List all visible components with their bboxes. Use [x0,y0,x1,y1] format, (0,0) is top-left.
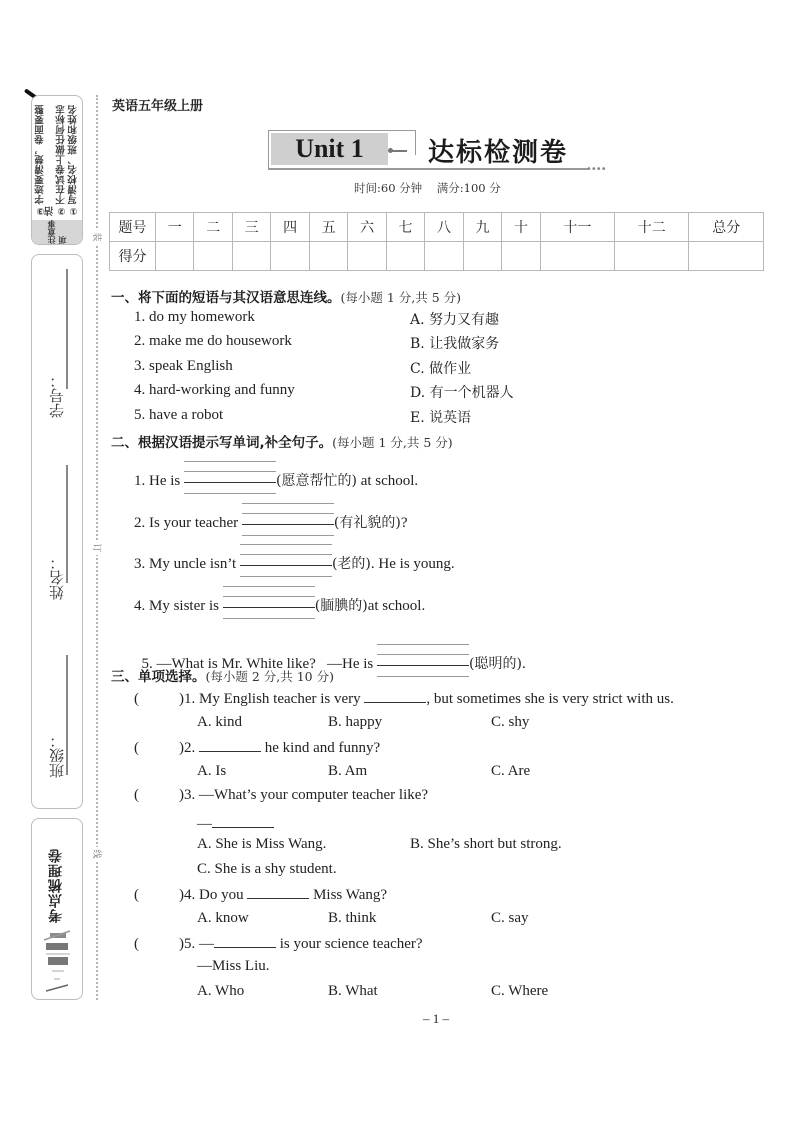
matching-right-item[interactable]: C. 做作业 [410,361,472,377]
bar-chart-logo-icon [42,927,74,993]
question-text: , but sometimes she is very strict with us. [426,691,674,707]
answer-paren-open[interactable]: ( [134,887,139,903]
score-cell[interactable] [386,242,424,271]
question-text: Do you [199,887,248,903]
section-3-heading [111,665,334,685]
answer-paren-close: ) [179,740,184,756]
question-number: 3. [184,787,199,803]
score-cell[interactable] [425,242,463,271]
answer-paren-close: ) [179,936,184,952]
option-b[interactable]: B. She’s short but strong. [410,836,562,852]
question-text: . [521,656,526,672]
notes-title-text: 注意事项 [47,220,67,244]
arrow-dot-decoration [388,148,393,153]
table-header-cell: 七 [386,213,424,242]
score-cell[interactable] [232,242,270,271]
table-row-label: 得分 [110,242,156,271]
dialogue-reply: —Miss Liu. [197,958,270,974]
question-text: 4. My sister is [134,598,223,614]
matching-left-item[interactable]: 1. do my homework [134,309,255,325]
matching-left-item[interactable]: 4. hard-working and funny [134,382,295,398]
exam-title: 达标检测卷 [428,138,569,168]
chinese-hint: (有礼貌的) [333,515,401,531]
student-id-line[interactable] [66,269,68,389]
option-c[interactable]: C. say [491,910,529,926]
time-score-info: 时间:60 分钟 满分:100 分 [354,181,501,195]
fill-in-question [134,470,418,490]
student-id-label: 学号： [48,373,66,418]
class-label: 班级： [48,733,66,778]
table-row-question-numbers [110,213,764,242]
table-header-cell: 总分 [689,213,764,242]
question-text: . He is young. [370,556,455,572]
option-c[interactable]: C. She is a shy student. [197,861,337,877]
table-row-scores [110,242,764,271]
answer-line [197,810,274,833]
question-text: —What’s your computer teacher like? [199,787,429,803]
question-text: ? [400,515,408,531]
score-cell[interactable] [194,242,232,271]
fill-in-question [134,512,407,532]
option-a[interactable]: A. Is [197,763,227,779]
question-text: he kind and funny? [261,740,381,756]
cut-mark-xian: 线 [89,847,103,861]
table-header-cell: 一 [156,213,194,242]
answer-paren-close: ) [179,691,184,707]
book-title: 英语五年级上册 [112,99,204,114]
option-c[interactable]: C. Where [491,983,549,999]
section-2-heading [111,431,453,451]
section-2-points: (每小题 1 分,共 5 分) [332,435,453,450]
brand-label: 考点梳理卷 [48,848,64,923]
matching-right-item[interactable]: B. 让我做家务 [410,336,500,352]
question-number: 1. [184,691,199,707]
question-text: 1. He is [134,473,184,489]
page-number: – 1 – [423,1011,449,1026]
question-number: 5. [184,936,199,952]
section-3-title: 三、单项选择。 [111,669,206,685]
question-text: 5. —What is Mr. White like? —He is [141,656,378,672]
choice-question-4 [134,885,387,904]
four-line-writing-blank[interactable] [184,474,276,490]
note-item: ③字迹要清楚，卷面要整洁 [35,104,56,216]
chinese-hint: (老的) [331,556,371,572]
title-underline [268,168,588,170]
question-text: Miss Wang? [309,887,388,903]
option-a[interactable]: A. Who [197,983,245,999]
matching-left-item[interactable]: 5. have a robot [134,407,224,423]
four-line-writing-blank[interactable] [242,516,334,532]
answer-blank[interactable] [212,810,274,828]
score-cell[interactable] [348,242,386,271]
question-number: 2. [184,740,199,756]
matching-right-item[interactable]: E. 说英语 [410,410,472,426]
score-cell[interactable] [689,242,764,271]
name-label: 姓名： [48,555,66,600]
student-info-panel [31,254,83,809]
table-header-cell: 九 [463,213,501,242]
question-text: 3. My uncle isn’t [134,556,240,572]
answer-paren-open[interactable]: ( [134,936,139,952]
section-1-heading [111,286,461,306]
matching-right-item[interactable]: D. 有一个机器人 [410,385,514,401]
dash: — [197,816,212,832]
section-1-points: (每小题 1 分,共 5 分) [340,290,462,305]
fill-in-question [134,595,425,615]
matching-right-item[interactable]: A. 努力又有趣 [410,312,500,328]
question-text: — [199,936,214,952]
table-header-cell: 五 [309,213,347,242]
score-cell[interactable] [502,242,540,271]
table-header-cell: 二 [194,213,232,242]
question-text: My English teacher is very [199,691,365,707]
fill-in-question [134,553,455,573]
table-header-cell: 六 [348,213,386,242]
table-header-cell: 题号 [110,213,156,242]
four-line-writing-blank[interactable] [240,557,332,573]
notes-title [32,220,82,244]
option-a[interactable]: A. She is Miss Wang. [197,836,327,852]
option-c[interactable]: C. Are [491,763,531,779]
matching-left-item[interactable]: 2. make me do housework [134,333,292,349]
table-header-cell: 十 [502,213,540,242]
matching-left-item[interactable]: 3. speak English [134,358,233,374]
notes-panel [31,95,83,245]
question-text: at school. [356,473,419,489]
score-cell[interactable] [463,242,501,271]
page-title [268,130,608,175]
unit-label: Unit 1 [271,133,388,165]
option-c[interactable]: C. shy [491,714,530,730]
note-item: ①写清校名、班级和姓名 [67,104,79,216]
option-b[interactable]: B. happy [328,714,383,730]
score-cell[interactable] [540,242,614,271]
choice-question-5 [134,934,423,953]
cut-mark-zhuang: 装 [89,230,103,244]
score-cell[interactable] [271,242,309,271]
brand-panel [31,818,83,1000]
answer-paren-open[interactable]: ( [134,691,139,707]
option-b[interactable]: B. Am [328,763,368,779]
table-header-cell: 八 [425,213,463,242]
cut-mark-ding: 订 [89,541,103,555]
table-header-cell: 十一 [540,213,614,242]
chinese-hint: (愿意帮忙的) [276,473,357,489]
answer-paren-close: ) [179,787,184,803]
note-item: ②不在试卷上做任何标志 [56,104,67,216]
question-text: is your science teacher? [276,936,423,952]
choice-question-1 [134,689,674,708]
four-line-writing-blank[interactable] [223,599,315,615]
table-header-cell: 十二 [615,213,689,242]
score-cell[interactable] [156,242,194,271]
answer-paren-open[interactable]: ( [134,787,139,803]
score-table [109,212,764,271]
table-header-cell: 三 [232,213,270,242]
answer-blank[interactable] [199,738,261,752]
chinese-hint: (聪明的) [469,656,522,672]
question-text: at school. [367,598,426,614]
four-line-writing-blank[interactable] [377,657,469,673]
section-2-title: 二、根据汉语提示写单词,补全句子。 [111,435,333,451]
title-dots-decoration: •••• [586,164,606,175]
score-cell[interactable] [615,242,689,271]
option-b[interactable]: B. What [328,983,378,999]
choice-question-3 [134,787,428,804]
answer-blank[interactable] [364,689,426,703]
answer-blank[interactable] [247,885,309,899]
score-cell[interactable] [309,242,347,271]
answer-paren-open[interactable]: ( [134,740,139,756]
question-text: 2. Is your teacher [134,515,242,531]
section-3-points: (每小题 2 分,共 10 分) [205,669,334,684]
section-1-title: 一、将下面的短语与其汉语意思连线。 [111,290,341,306]
question-number: 4. [184,887,199,903]
chinese-hint: (腼腆的) [314,598,368,614]
option-a[interactable]: A. know [197,910,249,926]
answer-paren-close: ) [179,887,184,903]
answer-blank[interactable] [214,934,276,948]
table-header-cell: 四 [271,213,309,242]
choice-question-2 [134,738,380,757]
option-a[interactable]: A. kind [197,714,242,730]
option-b[interactable]: B. think [328,910,377,926]
